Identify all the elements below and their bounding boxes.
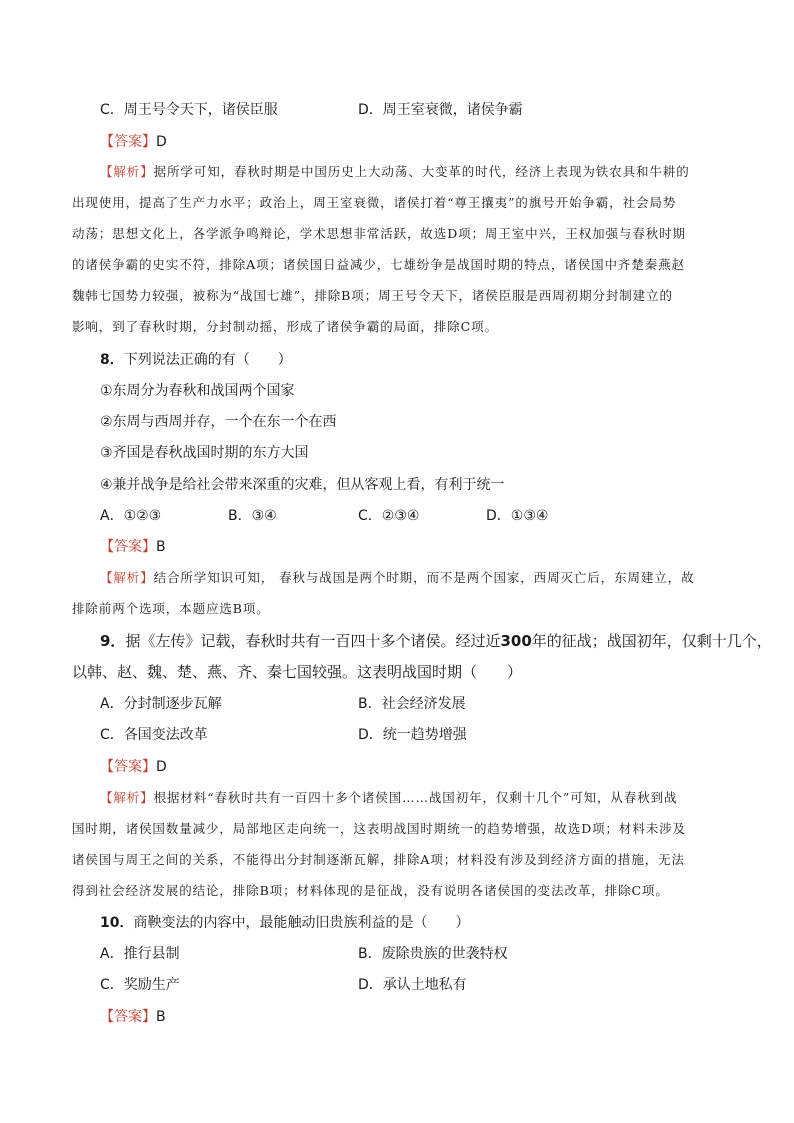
q9-stem-line-2: 以韩、赵、魏、楚、燕、齐、秦七国较强。这表明战国时期（ ） [72, 663, 523, 681]
answer-value: B [156, 539, 166, 555]
q9-stem-line-1 [100, 631, 772, 651]
q10-option-d: D．承认土地私有 [358, 977, 467, 993]
q8-option-d: D．①③④ [486, 508, 549, 524]
answer-tag: 【答案】 [100, 759, 156, 775]
q7-option-d: D．周王室衰微，诸侯争霸 [358, 102, 523, 118]
q10-answer [100, 1007, 166, 1027]
q9-explanation-line-1 [100, 788, 677, 808]
q7-explanation-line-1 [100, 162, 690, 182]
q8-option-b: B．③④ [228, 508, 277, 524]
answer-tag: 【答案】 [100, 134, 156, 150]
question-text: 据《左传》记载，春秋时共有一百四十多个诸侯。经过近 [125, 632, 501, 650]
answer-tag: 【答案】 [100, 539, 156, 555]
question-text: 商鞅变法的内容中，最能触动旧贵族利益的是（ ） [133, 915, 470, 931]
q7-answer [100, 132, 167, 152]
q9-option-d: D．统一趋势增强 [358, 727, 467, 743]
question-number: 10． [100, 915, 134, 931]
q9-explanation-line-3: 诸侯国与周王之间的关系，不能得出分封制逐渐瓦解，排除A项；材料没有涉及到经济方面的措施，无法 [72, 852, 685, 867]
question-text: 下列说法正确的有（ ） [123, 352, 292, 368]
q8-option-c: C．②③④ [358, 508, 420, 524]
explanation-tag: 【解析】 [100, 570, 154, 585]
q9-explanation-line-2: 国时期，诸侯国数量减少，局部地区走向统一，这表明战国时期统一的趋势增强，故选D项；材料未涉及 [72, 821, 686, 836]
q10-stem [100, 913, 469, 933]
q9-option-c: C．各国变法改革 [100, 727, 208, 743]
answer-value: B [156, 1009, 166, 1025]
q7-option-c: C．周王号令天下，诸侯臣服 [100, 102, 278, 118]
question-number: 8． [100, 352, 124, 368]
question-text-end: 年的征战；战国初年，仅剩十几个， [531, 632, 772, 650]
q10-option-a: A．推行县制 [100, 946, 180, 962]
q8-option-a: A．①②③ [100, 508, 162, 524]
q7-explanation-line-5: 魏韩七国势力较强，被称为“战国七雄”，排除B项；周王号令天下，诸侯臣服是西周初期分封制建立的 [72, 288, 673, 303]
q8-statement-4: ④兼并战争是给社会带来深重的灾难，但从客观上看，有利于统一 [100, 477, 505, 493]
q9-answer [100, 757, 167, 777]
q8-stem [100, 350, 292, 370]
q7-explanation-line-3: 动荡；思想文化上，各学派争鸣辩论，学术思想非常活跃，故选D项；周王室中兴，王权加强与春秋时期 [72, 226, 686, 241]
q9-explanation-line-4: 得到社会经济发展的结论，排除B项；材料体现的是征战，没有说明各诸侯国的变法改革，排除C项。 [72, 883, 669, 898]
answer-tag: 【答案】 [100, 1009, 156, 1025]
explanation-tag: 【解析】 [100, 790, 154, 805]
q7-explanation-line-6: 影响，到了春秋时期，分封制动摇，形成了诸侯争霸的局面，排除C项。 [72, 319, 498, 334]
q10-option-c: C．奖励生产 [100, 977, 180, 993]
q10-option-b: B．废除贵族的世袭特权 [358, 946, 508, 962]
question-number: 9． [100, 632, 126, 650]
explanation-text: 据所学可知，春秋时期是中国历史上大动荡、大变革的时代，经济上表现为铁农具和牛耕的 [153, 164, 690, 179]
q8-answer [100, 537, 166, 557]
answer-value: D [156, 134, 167, 150]
q8-statement-3: ③齐国是春秋战国时期的东方大国 [100, 445, 309, 461]
explanation-tag: 【解析】 [100, 164, 154, 179]
q8-statement-1: ①东周分为春秋和战国两个国家 [100, 383, 295, 399]
q9-option-b: B．社会经济发展 [358, 696, 466, 712]
answer-value: D [156, 759, 167, 775]
q8-statement-2: ②东周与西周并存，一个在东一个在西 [100, 414, 337, 430]
q8-explanation-line-2: 排除前两个选项，本题应选B项。 [72, 601, 270, 616]
q7-explanation-line-4: 的诸侯争霸的史实不符，排除A项；诸侯国日益减少，七雄纷争是战国时期的特点，诸侯国中齐楚秦燕赵 [72, 257, 685, 272]
q7-explanation-line-2: 出现使用，提高了生产力水平；政治上，周王室衰微，诸侯打着“尊王攘夷”的旗号开始争霸，社会局势 [72, 195, 677, 210]
q9-option-a: A．分封制逐步瓦解 [100, 696, 222, 712]
explanation-text: 根据材料“春秋时共有一百四十多个诸侯国……战国初年，仅剩十几个”可知，从春秋到战 [153, 790, 678, 805]
explanation-text: 结合所学知识可知， 春秋与战国是两个时期，而不是两个国家，西周灭亡后，东周建立，故 [153, 570, 695, 585]
q8-explanation-line-1 [100, 568, 694, 588]
question-number-bold: 300 [500, 632, 532, 650]
